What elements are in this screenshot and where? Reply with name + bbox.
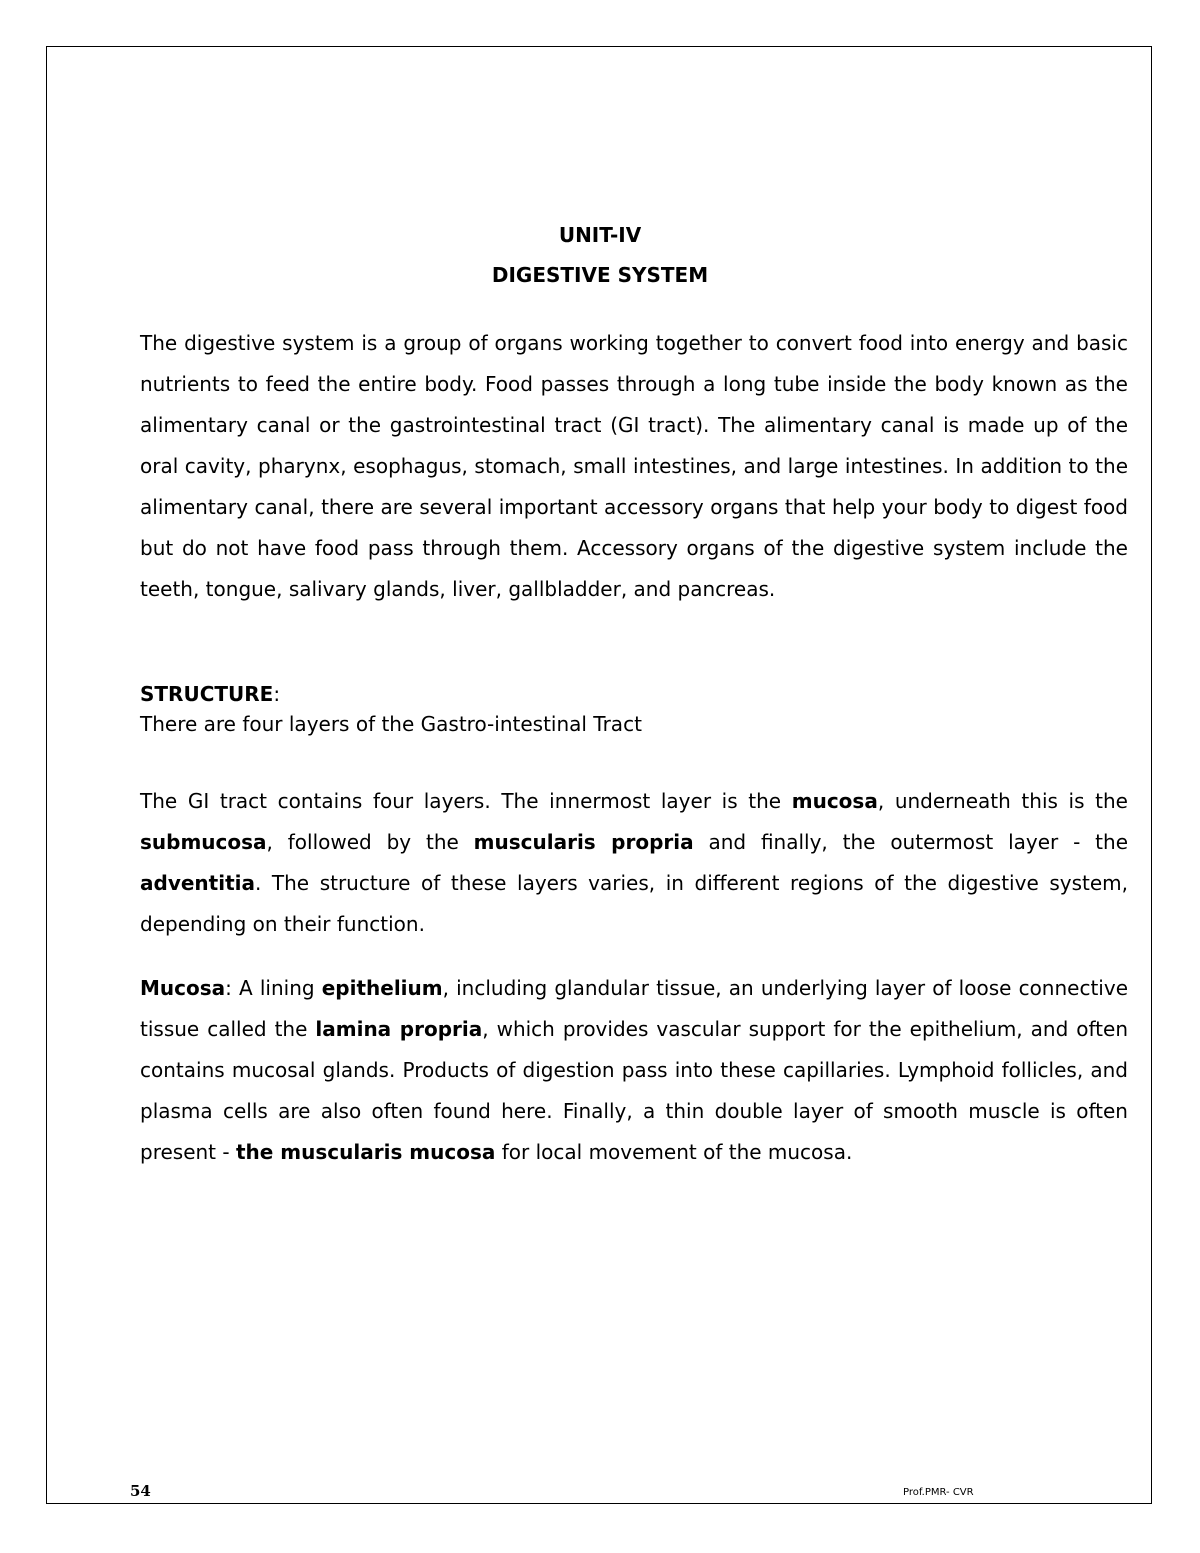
structure-heading — [140, 679, 1128, 709]
term-adventitia: adventitia — [140, 871, 255, 895]
layers-paragraph — [140, 781, 1128, 945]
page-title: DIGESTIVE SYSTEM — [491, 263, 709, 287]
mucosa-paragraph — [140, 968, 1128, 1173]
term-muscularis-propria: muscularis propria — [473, 830, 694, 854]
structure-subtitle: There are four layers of the Gastro-intestinal Tract — [140, 712, 642, 736]
layers-text-2: , underneath this is the — [877, 789, 1128, 813]
footer-author: Prof.PMR- CVR — [903, 1487, 974, 1498]
structure-title: STRUCTURE — [140, 682, 274, 706]
term-submucosa: submucosa — [140, 830, 267, 854]
layers-text-4: and finally, the outermost layer - the — [693, 830, 1129, 854]
mucosa-text-1: : A lining — [225, 976, 322, 1000]
mucosa-text-2: , including glandular tissue, an underlying layer of loose connective tissue called the — [140, 976, 1128, 1041]
term-epithelium: epithelium — [321, 976, 443, 1000]
unit-heading: UNIT-IV — [558, 223, 642, 247]
term-mucosa-heading: Mucosa — [140, 976, 226, 1000]
intro-paragraph: The digestive system is a group of organs working together to convert food into energy and basic nutrients to feed the entire body. Food passes through a long tube inside the body known as the alimentary canal or the gastrointestinal tract (GI tract). The alimentary canal is made up of the oral cavity, pharynx, esophagus, stomach, small intestines, and large intestines. In addition to the alimentary canal, there are several important accessory organs that help your body to digest food but do not have food pass through them. Accessory organs of the digestive system include the teeth, tongue, salivary glands, liver, gallbladder, and pancreas. — [140, 331, 1128, 601]
layers-text-5: . The structure of these layers varies, in different regions of the digestive system, depending on their function. — [140, 871, 1128, 936]
structure-colon: : — [273, 682, 281, 706]
mucosa-text-3: , which provides vascular support for the epithelium, and often contains mucosal glands. Products of digestion pass into these capillaries. Lymphoid follicles, and plasma cells are also often found here. Finally, a thin double layer of smooth muscle is often present - — [140, 1017, 1129, 1164]
term-muscularis-mucosa: the muscularis mucosa — [235, 1140, 496, 1164]
term-mucosa: mucosa — [791, 789, 878, 813]
layers-text-1: The GI tract contains four layers. The innermost layer is the — [140, 789, 792, 813]
page-number: 54 — [130, 1482, 151, 1500]
layers-text-3: , followed by the — [266, 830, 474, 854]
structure-section — [140, 679, 1128, 739]
mucosa-text-4: for local movement of the mucosa. — [495, 1140, 853, 1164]
term-lamina-propria: lamina propria — [315, 1017, 483, 1041]
